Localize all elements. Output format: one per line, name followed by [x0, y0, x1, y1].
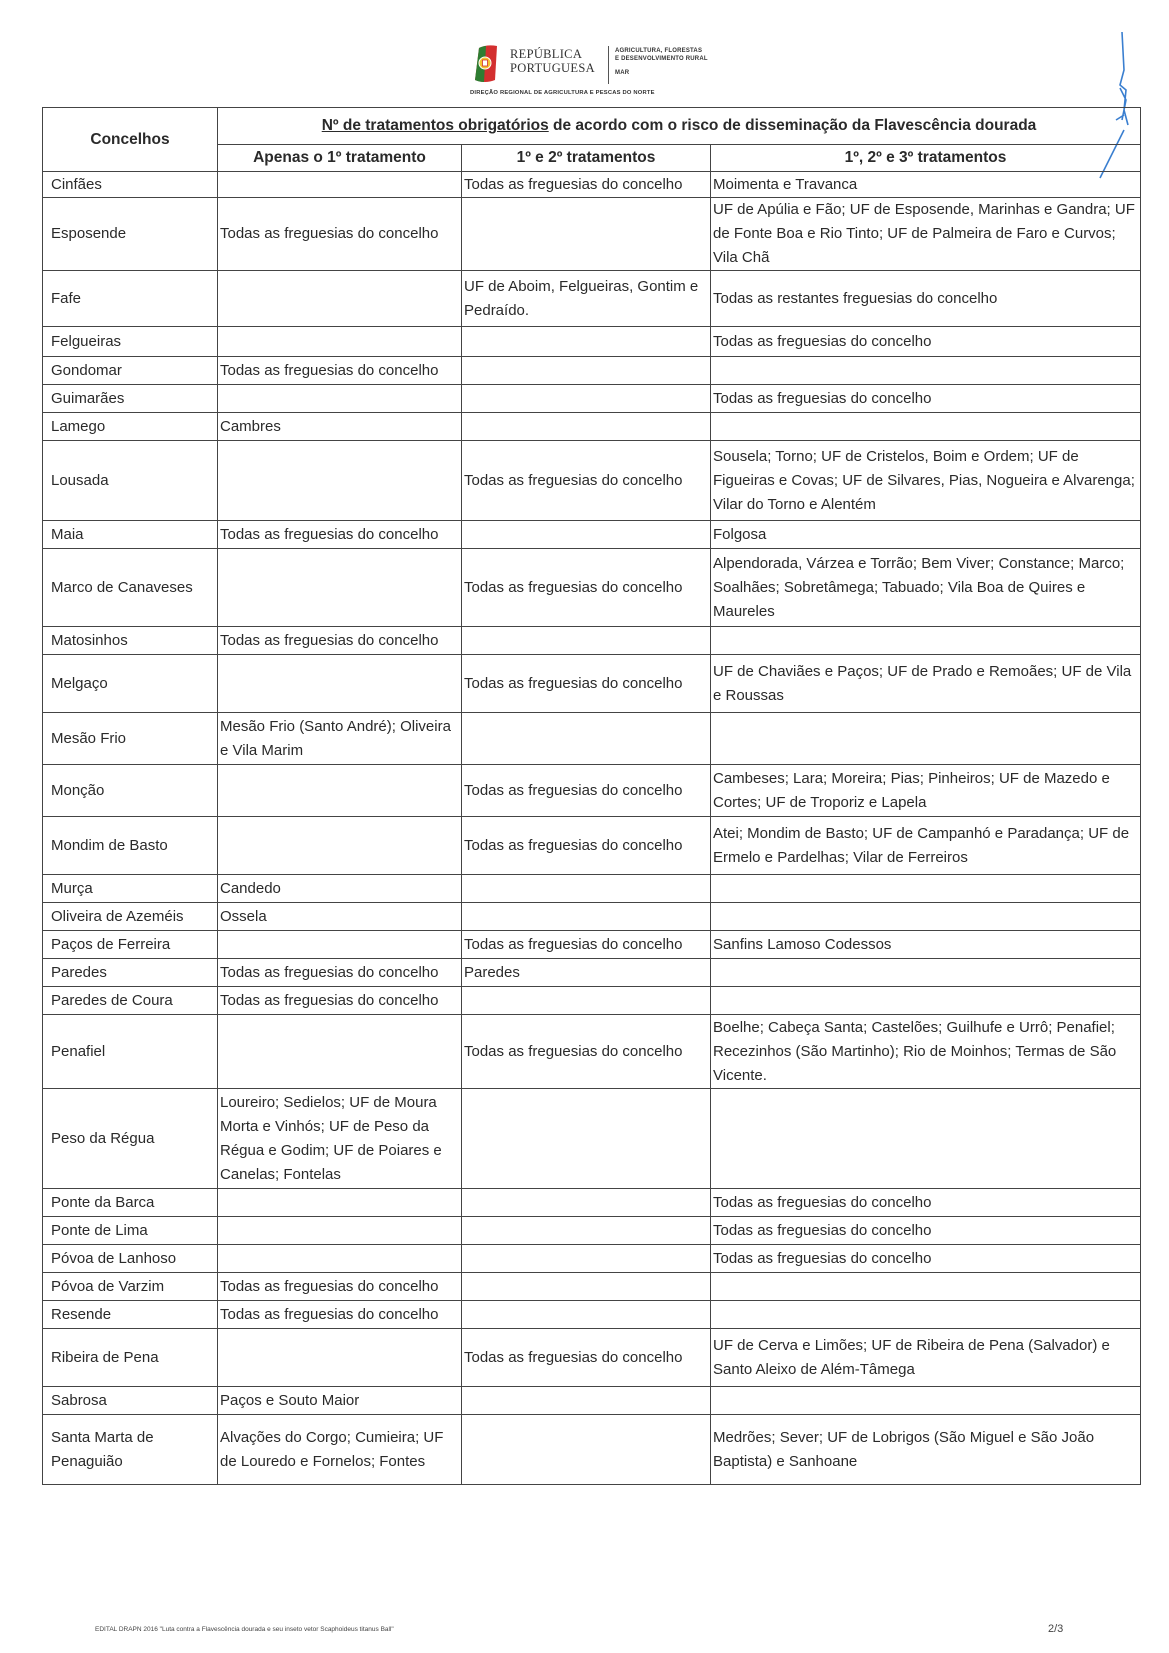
table-row — [43, 817, 1141, 875]
treatment-1-cell: Todas as freguesias do concelho — [218, 1301, 462, 1329]
table-row — [43, 765, 1141, 817]
table-row — [43, 1415, 1141, 1485]
concelho-cell: Maia — [43, 521, 218, 549]
table-row — [43, 627, 1141, 655]
concelho-cell: Póvoa de Lanhoso — [43, 1245, 218, 1273]
treatment-1-2-cell — [462, 903, 711, 931]
treatment-1-cell — [218, 655, 462, 713]
treatment-1-2-cell — [462, 385, 711, 413]
letterhead — [470, 40, 730, 102]
concelho-cell: Monção — [43, 765, 218, 817]
treatment-1-2-3-cell — [711, 1387, 1141, 1415]
treatment-1-2-3-cell — [711, 627, 1141, 655]
header-divider — [608, 46, 609, 84]
concelho-cell: Gondomar — [43, 357, 218, 385]
treatment-1-2-cell — [462, 1217, 711, 1245]
treatment-1-cell — [218, 1245, 462, 1273]
concelho-cell: Mesão Frio — [43, 713, 218, 765]
treatment-1-2-cell: UF de Aboim, Felgueiras, Gontim e Pedraído. — [462, 271, 711, 327]
treatment-1-2-3-cell — [711, 959, 1141, 987]
republica-text: REPÚBLICA — [510, 47, 583, 61]
concelho-cell: Oliveira de Azeméis — [43, 903, 218, 931]
treatment-1-cell: Todas as freguesias do concelho — [218, 627, 462, 655]
treatment-1-cell: Cambres — [218, 413, 462, 441]
treatment-1-2-cell: Todas as freguesias do concelho — [462, 817, 711, 875]
treatment-1-2-3-cell — [711, 875, 1141, 903]
title-underlined: Nº de tratamentos obrigatórios — [321, 117, 549, 134]
treatment-1-2-cell — [462, 1301, 711, 1329]
concelho-cell: Mondim de Basto — [43, 817, 218, 875]
treatment-1-2-3-cell: Sousela; Torno; UF de Cristelos, Boim e Ordem; UF de Figueiras e Covas; UF de Silvares, Pias, Nogueira e Alvarenga; Vilar do Torno e Alentém — [711, 441, 1141, 521]
treatment-1-2-3-cell: Alpendorada, Várzea e Torrão; Bem Viver; Constance; Marco; Soalhães; Sobretâmega; Tabuado; Vila Boa de Quires e Maureles — [711, 549, 1141, 627]
concelho-cell: Resende — [43, 1301, 218, 1329]
treatment-1-cell — [218, 817, 462, 875]
concelho-cell: Ponte de Lima — [43, 1217, 218, 1245]
table-title — [218, 108, 1141, 145]
treatment-1-2-cell: Todas as freguesias do concelho — [462, 441, 711, 521]
concelho-cell: Fafe — [43, 271, 218, 327]
treatment-1-2-3-cell — [711, 413, 1141, 441]
table-row — [43, 959, 1141, 987]
treatment-1-2-3-cell — [711, 713, 1141, 765]
treatment-1-2-3-cell — [711, 987, 1141, 1015]
treatment-1-cell: Candedo — [218, 875, 462, 903]
portugal-flag-emblem-icon — [473, 44, 499, 84]
treatment-1-2-3-cell: Moimenta e Travanca — [711, 172, 1141, 198]
table-row — [43, 1329, 1141, 1387]
treatment-1-2-3-cell — [711, 1301, 1141, 1329]
table-row — [43, 903, 1141, 931]
treatment-1-cell: Loureiro; Sedielos; UF de Moura Morta e Vinhós; UF de Peso da Régua e Godim; UF de Poiares e Canelas; Fontelas — [218, 1089, 462, 1189]
republica-portuguesa-wordmark — [510, 47, 595, 75]
treatment-1-cell: Todas as freguesias do concelho — [218, 987, 462, 1015]
treatment-1-2-cell — [462, 521, 711, 549]
concelho-cell: Lousada — [43, 441, 218, 521]
treatment-1-2-cell — [462, 713, 711, 765]
concelho-cell: Póvoa de Varzim — [43, 1273, 218, 1301]
treatment-1-cell — [218, 931, 462, 959]
concelho-cell: Guimarães — [43, 385, 218, 413]
treatment-1-cell: Mesão Frio (Santo André); Oliveira e Vila Marim — [218, 713, 462, 765]
treatment-1-2-3-cell — [711, 1273, 1141, 1301]
treatment-1-2-3-cell: Medrões; Sever; UF de Lobrigos (São Miguel e São João Baptista) e Sanhoane — [711, 1415, 1141, 1485]
treatment-1-2-3-cell: Boelhe; Cabeça Santa; Castelões; Guilhufe e Urrô; Penafiel; Recezinhos (São Martinho); Rio de Moinhos; Termas de São Vicente. — [711, 1015, 1141, 1089]
page-number: 2/3 — [1048, 1623, 1064, 1635]
concelho-cell: Sabrosa — [43, 1387, 218, 1415]
ministry-line-2: E DESENVOLVIMENTO RURAL — [615, 56, 708, 62]
treatment-1-cell: Paços e Souto Maior — [218, 1387, 462, 1415]
concelho-cell: Paços de Ferreira — [43, 931, 218, 959]
table-row — [43, 655, 1141, 713]
table-row — [43, 385, 1141, 413]
concelho-cell: Lamego — [43, 413, 218, 441]
treatment-1-2-cell: Todas as freguesias do concelho — [462, 1329, 711, 1387]
table-row — [43, 875, 1141, 903]
ministry-name — [615, 47, 708, 77]
treatment-1-cell — [218, 327, 462, 357]
treatment-1-2-cell — [462, 1415, 711, 1485]
table-row — [43, 521, 1141, 549]
treatment-1-2-cell — [462, 987, 711, 1015]
treatment-1-2-cell: Paredes — [462, 959, 711, 987]
treatment-1-cell — [218, 1217, 462, 1245]
treatment-1-2-cell — [462, 875, 711, 903]
concelho-cell: Matosinhos — [43, 627, 218, 655]
treatment-1-2-cell — [462, 413, 711, 441]
treatment-1-2-3-cell: Todas as freguesias do concelho — [711, 385, 1141, 413]
table-row — [43, 1387, 1141, 1415]
treatment-1-cell: Ossela — [218, 903, 462, 931]
treatments-table — [42, 107, 1141, 1485]
table-body — [43, 172, 1141, 1485]
header-treatment-1-2: 1º e 2º tratamentos — [462, 145, 711, 172]
treatment-1-cell: Todas as freguesias do concelho — [218, 959, 462, 987]
treatment-1-cell: Todas as freguesias do concelho — [218, 357, 462, 385]
concelho-cell: Penafiel — [43, 1015, 218, 1089]
concelho-cell: Cinfães — [43, 172, 218, 198]
table-row — [43, 1189, 1141, 1217]
table-row — [43, 271, 1141, 327]
treatment-1-2-cell — [462, 1387, 711, 1415]
table-row — [43, 1245, 1141, 1273]
table-row — [43, 441, 1141, 521]
table-row — [43, 357, 1141, 385]
portuguesa-text: PORTUGUESA — [510, 61, 595, 75]
table-row — [43, 931, 1141, 959]
concelho-cell: Paredes — [43, 959, 218, 987]
concelho-cell: Ponte da Barca — [43, 1189, 218, 1217]
treatment-1-cell: Todas as freguesias do concelho — [218, 521, 462, 549]
treatment-1-2-3-cell — [711, 1089, 1141, 1189]
title-rest: de acordo com o risco de disseminação da Flavescência dourada — [548, 117, 1037, 134]
treatment-1-2-cell — [462, 1089, 711, 1189]
treatment-1-2-cell — [462, 198, 711, 271]
table-row — [43, 549, 1141, 627]
concelho-cell: Santa Marta de Penaguião — [43, 1415, 218, 1485]
table-row — [43, 1015, 1141, 1089]
table-row — [43, 198, 1141, 271]
treatment-1-2-cell: Todas as freguesias do concelho — [462, 172, 711, 198]
treatment-1-2-3-cell: Cambeses; Lara; Moreira; Pias; Pinheiros; UF de Mazedo e Cortes; UF de Troporiz e Lapela — [711, 765, 1141, 817]
treatment-1-2-cell — [462, 627, 711, 655]
table-row — [43, 327, 1141, 357]
concelho-cell: Marco de Canaveses — [43, 549, 218, 627]
treatment-1-cell — [218, 385, 462, 413]
treatment-1-cell — [218, 1189, 462, 1217]
treatment-1-2-cell — [462, 327, 711, 357]
table-row — [43, 172, 1141, 198]
treatment-1-2-3-cell: Todas as freguesias do concelho — [711, 1217, 1141, 1245]
treatment-1-2-cell — [462, 1189, 711, 1217]
treatment-1-cell — [218, 1015, 462, 1089]
treatment-1-2-cell: Todas as freguesias do concelho — [462, 655, 711, 713]
treatment-1-2-3-cell: Todas as freguesias do concelho — [711, 1245, 1141, 1273]
treatment-1-2-cell — [462, 1273, 711, 1301]
treatment-1-2-3-cell: Atei; Mondim de Basto; UF de Campanhó e Paradança; UF de Ermelo e Pardelhas; Vilar de Ferreiros — [711, 817, 1141, 875]
table-row — [43, 1273, 1141, 1301]
regional-direction: DIREÇÃO REGIONAL DE AGRICULTURA E PESCAS DO NORTE — [470, 90, 655, 96]
treatment-1-2-3-cell: Todas as restantes freguesias do concelho — [711, 271, 1141, 327]
treatment-1-2-3-cell: Folgosa — [711, 521, 1141, 549]
table-row — [43, 1217, 1141, 1245]
header-treatment-1: Apenas o 1º tratamento — [218, 145, 462, 172]
concelho-cell: Peso da Régua — [43, 1089, 218, 1189]
ministry-line-1: AGRICULTURA, FLORESTAS — [615, 48, 703, 54]
footer-note: EDITAL DRAPN 2016 "Luta contra a Flavescência dourada e seu inseto vetor Scaphoideus titanus Ball" — [95, 1626, 394, 1633]
treatment-1-2-3-cell: Todas as freguesias do concelho — [711, 327, 1141, 357]
treatment-1-2-3-cell: UF de Cerva e Limões; UF de Ribeira de Pena (Salvador) e Santo Aleixo de Além-Tâmega — [711, 1329, 1141, 1387]
treatment-1-2-cell: Todas as freguesias do concelho — [462, 931, 711, 959]
ministry-line-3: MAR — [615, 70, 630, 76]
table-row — [43, 413, 1141, 441]
treatment-1-cell — [218, 549, 462, 627]
treatment-1-2-3-cell: Sanfins Lamoso Codessos — [711, 931, 1141, 959]
treatment-1-2-3-cell — [711, 357, 1141, 385]
concelho-cell: Melgaço — [43, 655, 218, 713]
treatment-1-cell — [218, 172, 462, 198]
treatment-1-cell — [218, 441, 462, 521]
treatment-1-cell: Alvações do Corgo; Cumieira; UF de Louredo e Fornelos; Fontes — [218, 1415, 462, 1485]
treatment-1-cell: Todas as freguesias do concelho — [218, 1273, 462, 1301]
concelho-cell: Felgueiras — [43, 327, 218, 357]
table-row — [43, 987, 1141, 1015]
table-row — [43, 713, 1141, 765]
treatment-1-2-cell — [462, 357, 711, 385]
table-row — [43, 1301, 1141, 1329]
treatment-1-2-3-cell: UF de Chaviães e Paços; UF de Prado e Remoães; UF de Vila e Roussas — [711, 655, 1141, 713]
header-concelhos: Concelhos — [43, 108, 218, 172]
treatment-1-2-3-cell: UF de Apúlia e Fão; UF de Esposende, Marinhas e Gandra; UF de Fonte Boa e Rio Tinto; UF de Palmeira de Faro e Curvos; Vila Chã — [711, 198, 1141, 271]
treatment-1-2-cell — [462, 1245, 711, 1273]
treatment-1-cell — [218, 765, 462, 817]
header-treatment-1-2-3: 1º, 2º e 3º tratamentos — [711, 145, 1141, 172]
table-row — [43, 1089, 1141, 1189]
treatment-1-cell — [218, 271, 462, 327]
concelho-cell: Paredes de Coura — [43, 987, 218, 1015]
treatment-1-2-cell: Todas as freguesias do concelho — [462, 549, 711, 627]
concelho-cell: Ribeira de Pena — [43, 1329, 218, 1387]
concelho-cell: Esposende — [43, 198, 218, 271]
treatment-1-2-3-cell — [711, 903, 1141, 931]
treatment-1-2-cell: Todas as freguesias do concelho — [462, 765, 711, 817]
treatment-1-cell: Todas as freguesias do concelho — [218, 198, 462, 271]
treatment-1-2-3-cell: Todas as freguesias do concelho — [711, 1189, 1141, 1217]
treatment-1-2-cell: Todas as freguesias do concelho — [462, 1015, 711, 1089]
treatment-1-cell — [218, 1329, 462, 1387]
concelho-cell: Murça — [43, 875, 218, 903]
